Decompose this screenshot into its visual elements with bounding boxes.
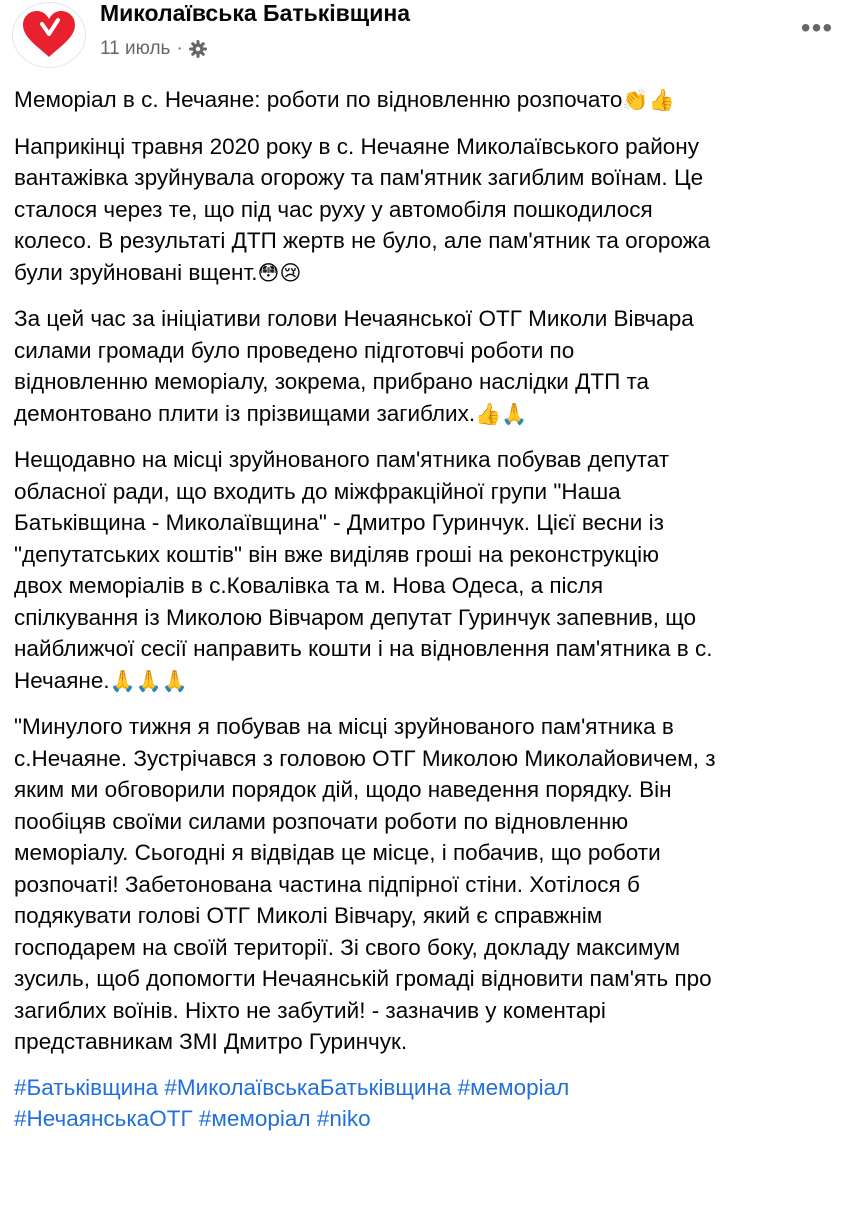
text-line	[14, 711, 854, 743]
post-date[interactable]: 11 июль	[100, 38, 171, 59]
line-text: Наприкінці травня 2020 року в с. Нечаяне Миколаївського району	[14, 133, 699, 159]
emoji: 👍🙏	[475, 401, 528, 426]
text-line	[14, 476, 854, 508]
line-text: Нечаяне.	[14, 667, 110, 693]
text-line	[14, 444, 854, 476]
line-text: колесо. В результаті ДТП жертв не було, але пам'ятник та огорожа	[14, 228, 711, 253]
text-line	[14, 932, 854, 964]
line-text: найближчої сесії направить кошти і на відновлення пам'ятника в с.	[14, 636, 713, 661]
text-line	[14, 602, 854, 634]
post-meta	[100, 38, 207, 60]
page-avatar[interactable]	[12, 2, 86, 68]
line-text: зусиль, щоб допомогти Нечаянській громаді відновити пам'ять про	[14, 966, 712, 991]
text-line	[14, 194, 854, 226]
hashtag-link[interactable]: #меморіал	[198, 1106, 311, 1131]
hashtag-link[interactable]: #МиколаївськаБатьківщина	[164, 1074, 452, 1100]
line-text: яким ми обговорили порядок дій, щодо наведення порядку. Він	[14, 777, 672, 802]
text-line	[14, 774, 854, 806]
text-line	[14, 335, 854, 367]
text-line	[14, 633, 854, 665]
emoji: 👏👍	[622, 88, 675, 112]
line-text: вантажівка зруйнувала огорожу та пам'ятник загиблим воїнам. Це	[14, 165, 704, 190]
text-line	[14, 900, 854, 932]
line-text: За цей час за ініціативи голови Нечаянської ОТГ Миколи Вівчара	[14, 306, 694, 331]
line-text: с.Нечаяне. Зустрічався з головою ОТГ Миколою Миколайовичем, з	[14, 745, 716, 771]
line-text: сталося через те, що під час руху у автомобіля пошкодилося	[14, 196, 653, 222]
post-header	[0, 0, 868, 74]
line-text: загиблих воїнів. Ніхто не забутий! - зазначив у коментарі	[14, 997, 606, 1023]
hashtag-link[interactable]: #Батьківщина	[14, 1074, 159, 1100]
post-paragraph	[14, 131, 854, 290]
gear-icon	[189, 40, 207, 58]
line-text: представникам ЗМІ Дмитро Гуринчук.	[14, 1029, 408, 1054]
line-text: обласної ради, що входить до міжфракційної групи "Наша	[14, 478, 621, 504]
hashtag-link[interactable]: #niko	[316, 1106, 371, 1131]
line-text: господарем на своїй території. Зі свого боку, докладу максимум	[14, 934, 681, 960]
meta-separator: ·	[176, 38, 183, 59]
line-text: меморіалу. Сьогодні я відвідав це місце, і побачив, що роботи	[14, 840, 661, 865]
emoji: 🙏🙏🙏	[109, 668, 189, 693]
hashtag-link[interactable]: #НечаянськаОТГ	[14, 1106, 193, 1131]
page-name[interactable]: Миколаївська Батьківщина	[100, 0, 411, 26]
text-line	[14, 570, 854, 602]
line-text: Меморіал в с. Нечаяне: роботи по відновленню розпочато	[14, 87, 623, 112]
hashtags-line	[14, 1072, 854, 1104]
hashtag-link[interactable]: #меморіал	[457, 1074, 570, 1100]
line-text: Нещодавно на місці зруйнованого пам'ятника побував депутат	[14, 447, 670, 472]
post-body	[14, 84, 854, 1135]
line-text: відновленню меморіалу, зокрема, прибрано наслідки ДТП та	[14, 369, 650, 394]
text-line	[14, 131, 854, 163]
line-text: силами громади було проведено підготовчі роботи по	[14, 337, 575, 363]
text-line	[14, 995, 854, 1027]
post-paragraph	[14, 444, 854, 697]
text-line	[14, 743, 854, 775]
line-text: були зруйновані вщент.	[14, 259, 258, 285]
text-line	[14, 257, 854, 290]
text-line	[14, 84, 854, 117]
line-text: двох меморіалів в с.Ковалівка та м. Нова Одеса, а після	[14, 573, 604, 598]
post-paragraph	[14, 84, 854, 117]
text-line	[14, 665, 854, 698]
text-line	[14, 303, 854, 335]
text-line	[14, 539, 854, 571]
line-text: демонтовано плити із прізвищами загиблих.	[14, 400, 476, 426]
post-paragraph	[14, 303, 854, 430]
text-line	[14, 398, 854, 431]
text-line	[14, 837, 854, 869]
line-text: спілкування із Миколою Вівчаром депутат Гуринчук запевнив, що	[14, 604, 697, 630]
line-text: Батьківщина - Миколаївщина" - Дмитро Гуринчук. Цієї весни із	[14, 510, 664, 535]
post-paragraph	[14, 711, 854, 1058]
text-line	[14, 507, 854, 539]
line-text: розпочаті! Забетонована частина підпірної стіни. Хотілося б	[14, 871, 640, 897]
line-text: "Минулого тижня я побував на місці зруйнованого пам'ятника в	[14, 714, 674, 739]
more-options-button[interactable]: •••	[800, 12, 834, 43]
text-line	[14, 162, 854, 194]
text-line	[14, 869, 854, 901]
heart-logo-icon	[20, 10, 78, 60]
hashtags	[14, 1072, 854, 1135]
line-text: подякувати голові ОТГ Миколі Вівчару, який є справжнім	[14, 903, 603, 928]
text-line	[14, 225, 854, 257]
hashtags-line	[14, 1103, 854, 1135]
text-line	[14, 806, 854, 838]
text-line	[14, 1026, 854, 1058]
text-line	[14, 963, 854, 995]
emoji: 😳😢	[257, 260, 302, 285]
line-text: пообіцяв своїми силами розпочати роботи по відновленню	[14, 808, 629, 834]
text-line	[14, 366, 854, 398]
line-text: "депутатських коштів" він вже виділяв гроші на реконструкцію	[14, 541, 659, 567]
